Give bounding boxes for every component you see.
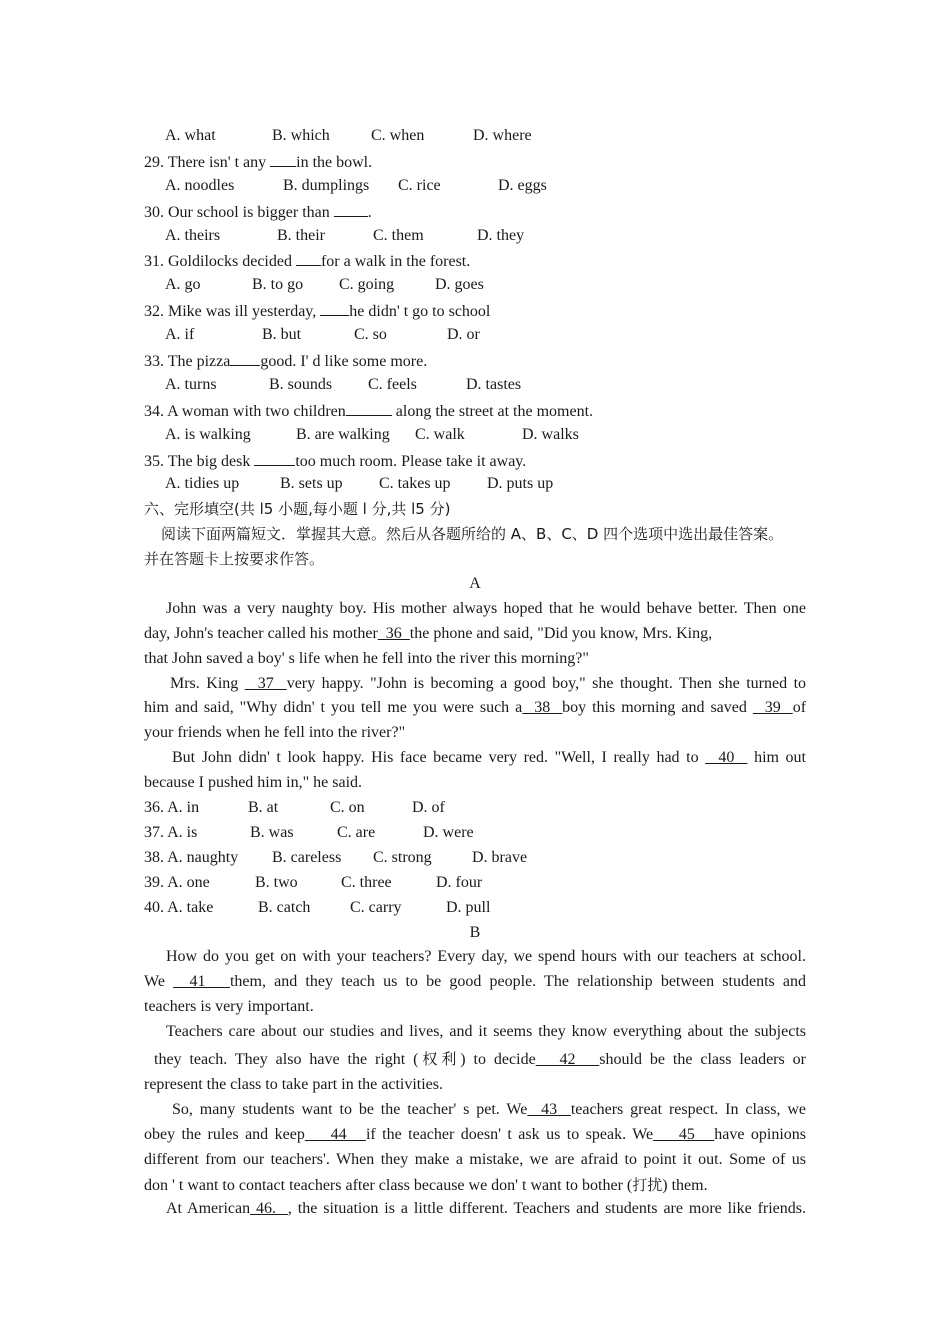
blank-43: 43: [527, 1100, 571, 1118]
q34-options: [144, 423, 806, 448]
instructions-line-1: 阅读下面两篇短文．掌握其大意。然后从各题所给的 A、B、C、D 四个选项中选出最佳答案。: [161, 525, 784, 544]
q30-options: [144, 224, 806, 249]
q34-stem: 34. A woman with two children along the street at the moment.: [144, 398, 806, 423]
q33-blank: [230, 348, 260, 366]
passage-a-line-1: John was a very naughty boy. His mother always hoped that he would behave better. Then one: [166, 599, 806, 617]
q40-row: 40. A. take B. catch C. carry D. pull: [144, 898, 491, 916]
passage-a-label: A: [469, 575, 481, 593]
q31-options: [144, 273, 806, 298]
q33-option-a: A. turns: [165, 375, 217, 393]
passage-b-line-2: We 41 them, and they teach us to be good people. The relationship between students and: [144, 973, 806, 991]
q33-option-c: C. feels: [368, 375, 417, 393]
q35-options: [144, 472, 806, 497]
passage-a-line-4: Mrs. King 37 very happy. "John is becoming a good boy," she thought. Then she turned to: [170, 674, 806, 692]
blank-45: 45: [653, 1125, 715, 1143]
q35-option-a: A. tidies up: [165, 475, 240, 493]
passage-b-line-5: they teach. They also have the right (权利) to decide 42 should be the class leaders or: [154, 1049, 806, 1068]
q30-option-b: B. their: [277, 226, 325, 244]
q34-blank: [346, 398, 392, 416]
q28-option-a: A. what: [165, 127, 216, 144]
passage-b-line-11: At American 46. , the situation is a little different. Teachers and students are more like friends.: [166, 1200, 806, 1218]
q29-blank: [270, 149, 296, 167]
exam-page: [144, 124, 806, 1222]
q35-stem: 35. The big desk too much room. Please take it away.: [144, 448, 806, 473]
instructions-line-2: 并在答题卡上按要求作答。: [144, 550, 325, 569]
q28-option-b: B. which: [272, 127, 330, 144]
passage-a-line-6: your friends when he fell into the river?": [144, 724, 406, 742]
q30-option-c: C. them: [373, 226, 424, 244]
q32-option-c: C. so: [354, 326, 387, 344]
passage-b-line-10: don ' t want to contact teachers after class because we don' t want to bother (打扰) them.: [144, 1175, 708, 1194]
blank-44: 44: [304, 1125, 366, 1143]
q31-stem: 31. Goldilocks decided for a walk in the forest.: [144, 248, 806, 273]
q32-stem: 32. Mike was ill yesterday, he didn' t go to school: [144, 298, 806, 323]
q33-options: [144, 373, 806, 398]
q28-options: [144, 124, 806, 149]
q30-option-a: A. theirs: [165, 226, 221, 244]
q38-row: 38. A. naughty B. careless C. strong D. brave: [144, 848, 528, 866]
q34-option-b: B. are walking: [296, 425, 390, 443]
q32-options: [144, 323, 806, 348]
q30-stem: 30. Our school is bigger than .: [144, 199, 806, 224]
q31-blank: [296, 248, 321, 266]
passage-b-line-7: So, many students want to be the teacher' s pet. We 43 teachers great respect. In class, we: [172, 1100, 806, 1118]
passage-b-line-3: teachers is very important.: [144, 998, 314, 1016]
q35-option-d: D. puts up: [487, 475, 554, 493]
q29-option-d: D. eggs: [498, 176, 547, 194]
q34-option-d: D. walks: [522, 425, 579, 443]
blank-41: 41: [173, 973, 230, 991]
q29-options: [144, 174, 806, 199]
blank-38: 38: [522, 699, 563, 717]
q35-option-c: C. takes up: [379, 475, 451, 493]
passage-b-line-9: different from our teachers'. When they make a mistake, we are afraid to point it out. Some of us: [144, 1150, 806, 1168]
q31-option-d: D. goes: [435, 276, 484, 294]
passage-b-line-8: obey the rules and keep 44 if the teacher doesn' t ask us to speak. We 45 have opinions: [144, 1125, 806, 1143]
q39-row: 39. A. one B. two C. three D. four: [144, 873, 483, 891]
passage-a-line-2: day, John's teacher called his mother 36 the phone and said, "Did you know, Mrs. King,: [144, 624, 713, 642]
q32-option-d: D. or: [447, 326, 480, 344]
q36-row: 36. A. in B. at C. on D. of: [144, 799, 445, 817]
q34-option-a: A. is walking: [165, 425, 251, 443]
passage-a-line-3: that John saved a boy' s life when he fell into the river this morning?": [144, 649, 589, 667]
q28-option-c: C. when: [371, 127, 425, 144]
q29-option-b: B. dumplings: [283, 176, 370, 194]
q28-option-d: D. where: [473, 127, 532, 144]
q32-blank: [320, 298, 349, 316]
q29-option-c: C. rice: [398, 176, 441, 194]
blank-40: 40: [705, 749, 748, 767]
q35-option-b: B. sets up: [280, 475, 343, 493]
passage-a-line-7: But John didn' t look happy. His face became very red. "Well, I really had to 40 him out: [172, 749, 806, 767]
passage-a-line-8: because I pushed him in," he said.: [144, 774, 363, 792]
blank-46: 46.: [250, 1200, 288, 1218]
passage-b-line-6: represent the class to take part in the activities.: [144, 1075, 443, 1093]
q31-option-c: C. going: [339, 276, 395, 294]
q33-option-d: D. tastes: [466, 375, 522, 393]
q29-option-a: A. noodles: [165, 176, 235, 194]
q31-option-a: A. go: [165, 276, 201, 294]
q35-blank: [254, 448, 295, 466]
passage-b-line-4: Teachers care about our studies and lives, and it seems they know everything about the subjects: [166, 1023, 806, 1041]
passage-b-label: B: [469, 923, 481, 941]
q37-row: 37. A. is B. was C. are D. were: [144, 823, 474, 841]
q30-blank: [334, 199, 368, 217]
q29-stem: 29. There isn' t any in the bowl.: [144, 149, 806, 174]
blank-42: 42: [535, 1050, 600, 1068]
blank-36: 36: [377, 624, 410, 642]
blank-39: 39: [752, 699, 793, 717]
q33-option-b: B. sounds: [269, 375, 333, 393]
q31-option-b: B. to go: [252, 276, 304, 294]
blank-37: 37: [244, 674, 287, 692]
q34-option-c: C. walk: [415, 425, 465, 443]
q32-option-a: A. if: [165, 326, 195, 344]
passage-a-line-5: him and said, "Why didn' t you tell me you were such a 38 boy this morning and saved 39 of: [144, 699, 806, 717]
q32-option-b: B. but: [262, 326, 302, 344]
passage-b-line-1: How do you get on with your teachers? Every day, we spend hours with our teachers at school.: [166, 948, 806, 966]
q33-stem: 33. The pizza good. I' d like some more.: [144, 348, 806, 373]
section-6-title: 六、完形填空(共 l5 小题,每小题 l 分,共 l5 分): [144, 500, 451, 519]
q30-option-d: D. they: [477, 226, 525, 244]
